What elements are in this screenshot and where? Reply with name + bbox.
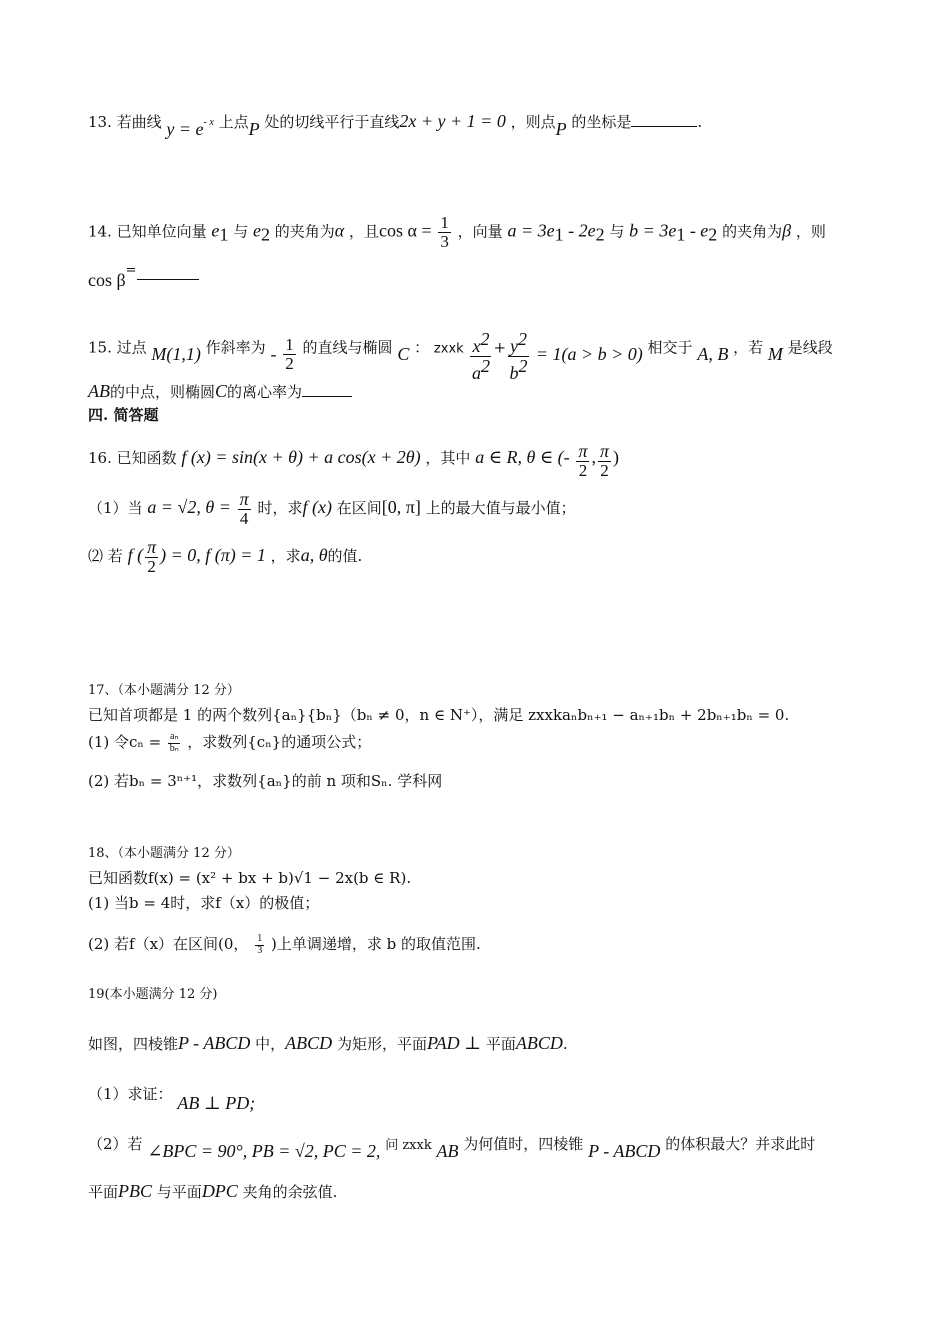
- q18-part-1: (1) 当b = 4时，求f（x）的极值；: [88, 894, 320, 912]
- q14-line-1: 14. 已知单位向量 $e_1$ 与 $e_2$ 的夹角为α ，且cos α = $\frac{1}{3}$ ，向量 $a = 3e_1 - 2e_2$ 与 $b = 3e_1 - e_2$ 的夹角为β ，则: [88, 213, 826, 251]
- q17-line-1: 已知首项都是 1 的两个数列{aₙ}{bₙ}（bₙ ≠ 0，n ∈ N⁺），满足 zxxkaₙbₙ₊₁ − aₙ₊₁bₙ + 2bₙ₊₁bₙ = 0.: [88, 706, 790, 724]
- q15-line-2: AB的中点，则椭圆C的离心率为: [88, 382, 352, 400]
- q19-part-1: （1）求证： AB ⊥ PD;: [88, 1085, 256, 1113]
- q16-line-1: 16. 已知函数 f (x) = sin(x + θ) + a cos(x + 2θ) ，其中 a ∈ R, θ ∈ (- $\frac{\pi}{2}$ , $\frac{\pi}{2}$ ): [88, 441, 620, 480]
- answer-blank: [302, 396, 352, 397]
- q18-line-1: 已知函数f(x) = (x² + bx + b)√1 − 2x(b ∈ R).: [88, 869, 412, 887]
- q19-part-2: （2）若 ∠BPC = 90°, PB = √2, PC = 2, 问 zxxk AB 为何值时，四棱锥 P - ABCD 的体积最大？并求此时: [88, 1135, 816, 1161]
- answer-blank: [137, 279, 199, 280]
- q16-part-2: ⑵ 若 f ( $\frac{\pi}{2}$ ) = 0, f (π) = 1 ，求a, θ的值.: [88, 537, 363, 576]
- q15-line-1: 15. 过点 M(1,1) 作斜率为 - $\frac{1}{2}$ 的直线与椭圆 C ： zxxk $\frac{x^2}{a^2}$ + $\frac{y^2}{b^2}$ = 1(a > b > 0) 相交于 A, B ，若 M 是线段: [88, 329, 833, 383]
- q17-part-2: (2) 若bₙ = 3ⁿ⁺¹，求数列{aₙ}的前 n 项和Sₙ. 学科网: [88, 772, 443, 790]
- q18-part-2: (2) 若f（x）在区间(0， $\frac{1}{3}$ )上单调递增，求 b 的取值范围.: [88, 933, 481, 956]
- answer-blank: [631, 126, 697, 127]
- q19-line-1: 如图，四棱锥P - ABCD 中，ABCD 为矩形，平面PAD ⊥ 平面ABCD.: [88, 1033, 568, 1053]
- q13-line: 13. 若曲线 $y = e^{- x}$ 上点P 处的切线平行于直线2x + y + 1 = 0 ，则点P 的坐标是 .: [88, 111, 703, 139]
- section-heading: 四. 简答题: [88, 406, 159, 424]
- q18-title: 18、（本小题满分 12 分）: [88, 846, 240, 861]
- q19-title: 19(本小题满分 12 分): [88, 987, 218, 1002]
- q16-part-1: （1）当 a = √2, θ = $\frac{\pi}{4}$ 时，求f (x) 在区间[0, π] 上的最大值与最小值；: [88, 489, 576, 528]
- q17-title: 17、（本小题满分 12 分）: [88, 683, 240, 698]
- q17-part-1: (1) 令cₙ = $\frac{\text{aₙ}}{\text{bₙ}}$ ，求数列{cₙ}的通项公式；: [88, 731, 372, 754]
- q14-line-2: cos β=: [88, 264, 199, 283]
- q19-line-4: 平面PBC 与平面DPC 夹角的余弦值.: [88, 1181, 338, 1201]
